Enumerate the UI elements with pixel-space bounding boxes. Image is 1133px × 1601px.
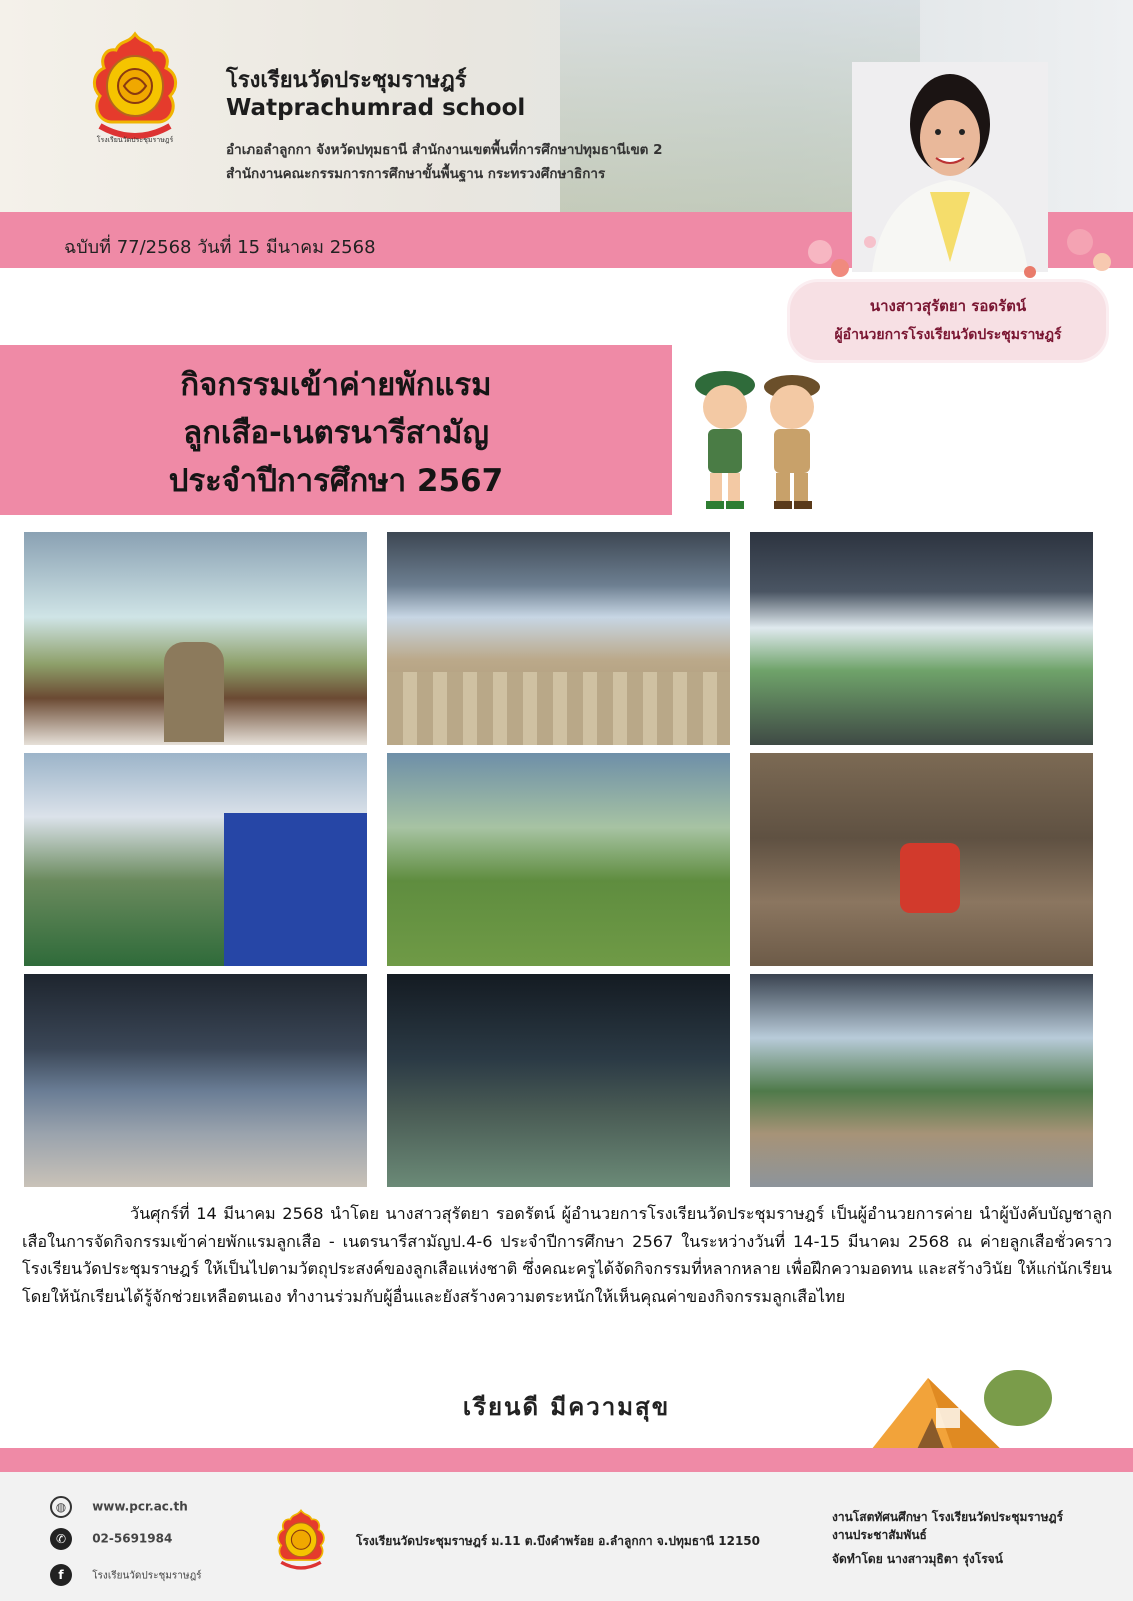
issue-number: ฉบับที่ 77/2568 วันที่ 15 มีนาคม 2568 (64, 237, 376, 258)
svg-text:โรงเรียนวัดประชุมราษฎร์: โรงเรียนวัดประชุมราษฎร์ (96, 136, 174, 144)
footer-website-row[interactable] (50, 1496, 188, 1518)
photo-campground-assembly (750, 532, 1093, 745)
headline-line-1: กิจกรรมเข้าค่ายพักแรม (180, 367, 492, 403)
headline-line-3: ประจำปีการศึกษา 2567 (168, 463, 504, 499)
school-logo-icon (80, 30, 190, 150)
headline-line-2: ลูกเสือ-เนตรนารีสามัญ (183, 415, 489, 451)
article-body: วันศุกร์ที่ 14 มีนาคม 2568 นำโดย นางสาวสุรัตยา รอดรัตน์ ผู้อำนวยการโรงเรียนวัดประชุมราษฎร์ เป็นผู้อำนวยการค่าย นำผู้บังคับบัญชาลูกเสือในการจัดกิจกรรมเข้าค่ายพักแรมลูกเสือ - เนตรนารีสามัญป.4-6 ประจำปีการศึกษา 2567 ในระหว่างวันที่ 14-15 มีนาคม 2568 ณ ค่ายลูกเสือชั่วคราว โรงเรียนวัดประชุมราษฎร์ ให้เป็นไปตามวัตถุประสงค์ของลูกเสือแห่งชาติ ซึ่งคณะครูได้จัดกิจกรรมที่หลากหลาย เพื่อฝึกความอดทน และสร้างวินัย ให้แก่นักเรียนโดยให้นักเรียนได้รู้จักช่วยเหลือตนเอง ทำงานร่วมกับผู้อื่นและยังสร้างความตระหนักให้เห็นคุณค่าของกิจกรรมลูกเสือไทย (22, 1204, 1112, 1306)
footer-website[interactable]: www.pcr.ac.th (92, 1499, 188, 1514)
photo-ceremony-stage (24, 532, 367, 745)
school-name-thai: โรงเรียนวัดประชุมราษฎร์ (226, 68, 467, 93)
scout-kids-illustration (680, 355, 840, 520)
footer-prepared-by: จัดทำโดย นางสาวมุธิตา รุ่งโรจน์ (832, 1552, 1003, 1566)
footer-pr-unit: งานประชาสัมพันธ์ (832, 1528, 927, 1542)
photo-night-stage (24, 974, 367, 1187)
photo-scouts-tent-setup (24, 753, 367, 966)
photo-scouts-lineup (387, 532, 730, 745)
school-slogan: เรียนดี มีความสุข (462, 1393, 671, 1421)
address-line-1: อำเภอลำลูกกา จังหวัดปทุมธานี สำนักงานเขตพื้นที่การศึกษาปทุมธานีเขต 2 (226, 142, 663, 158)
footer-facebook-row[interactable] (50, 1564, 202, 1586)
footer-school-logo-icon (270, 1508, 332, 1576)
photo-evening-gathering (750, 974, 1093, 1187)
phone-icon: ✆ (50, 1528, 72, 1550)
globe-icon: ◍ (50, 1496, 72, 1518)
footer-facebook[interactable]: โรงเรียนวัดประชุมราษฎร์ (92, 1570, 202, 1582)
director-name-plate (790, 282, 1106, 360)
photo-grid (24, 532, 1110, 1189)
director-name: นางสาวสุรัตยา รอดรัตน์ (869, 297, 1027, 315)
footer-phone-row[interactable] (50, 1528, 172, 1550)
footer-department: งานโสตทัศนศึกษา โรงเรียนวัดประชุมราษฎร์ (832, 1510, 1064, 1524)
photo-outdoor-games (387, 753, 730, 966)
address-line-2: สำนักงานคณะกรรมการการศึกษาขั้นพื้นฐาน กระทรวงศึกษาธิการ (226, 166, 606, 182)
director-title: ผู้อำนวยการโรงเรียนวัดประชุมราษฎร์ (834, 327, 1062, 343)
headline-box (0, 345, 672, 515)
photo-kids-cooking (750, 753, 1093, 966)
school-name-english: Watprachumrad school (226, 95, 526, 121)
footer-address: โรงเรียนวัดประชุมราษฎร์ ม.11 ต.บึงคำพร้อย อ.ลำลูกกา จ.ปทุมธานี 12150 (356, 1534, 760, 1548)
footer-phone: 02-5691984 (92, 1531, 173, 1546)
footer-band (0, 1448, 1133, 1472)
facebook-icon: f (50, 1564, 72, 1586)
photo-night-court (387, 974, 730, 1187)
